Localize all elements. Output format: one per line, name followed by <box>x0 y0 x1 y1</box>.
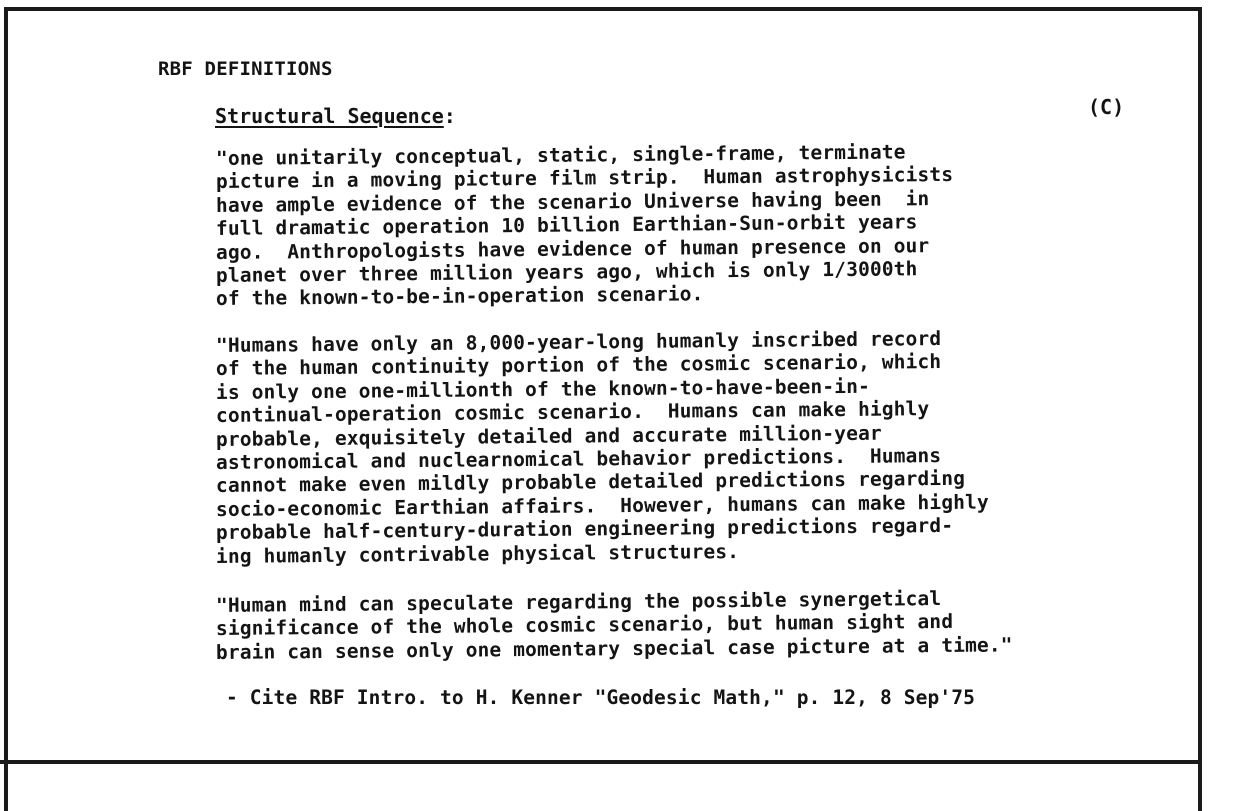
text-line: of the known-to-be-in-operation scenario. <box>215 282 704 311</box>
definition-title-colon: : <box>443 104 456 128</box>
text-line: have ample evidence of the scenario Universe having been in <box>215 186 930 217</box>
bottom-rule <box>0 760 1202 764</box>
text-line: is only one one-millionth of the known-to-have-been-in- <box>215 374 871 404</box>
definition-title <box>215 104 456 128</box>
text-line: full dramatic operation 10 billion Earthian-Sun-orbit years <box>215 210 918 241</box>
definition-paragraph-1 <box>215 140 954 311</box>
text-line: cannot make even mildly probable detailed predictions regarding <box>215 467 966 498</box>
card-header: RBF DEFINITIONS <box>158 58 333 80</box>
definition-title-text: Structural Sequence <box>215 104 444 128</box>
text-line: "Humans have only an 8,000-year-long humanly inscribed record <box>215 327 942 357</box>
definition-paragraph-2 <box>215 327 989 568</box>
text-line: "one unitarily conceptual, static, single-frame, terminate <box>215 140 906 170</box>
definition-paragraph-3 <box>215 587 1013 664</box>
text-line: astronomical and nuclearnomical behavior predictions. Humans <box>215 444 942 475</box>
text-line: planet over three million years ago, which is only 1/3000th <box>215 257 918 288</box>
text-line: significance of the whole cosmic scenario, but human sight and <box>215 610 954 641</box>
text-line: probable, exquisitely detailed and accurate million-year <box>215 421 882 451</box>
citation: - Cite RBF Intro. to H. Kenner "Geodesic Math," p. 12, 8 Sep'75 <box>226 686 976 709</box>
text-line: brain can sense only one momentary special case picture at a time." <box>215 633 1013 664</box>
text-line: probable half-century-duration engineering predictions regard- <box>215 514 954 545</box>
text-line: socio-economic Earthian affairs. However, humans can make highly <box>215 490 989 521</box>
card-code: (C) <box>1088 95 1125 119</box>
text-line: of the human continuity portion of the cosmic scenario, which <box>215 350 942 381</box>
text-line: continual-operation cosmic scenario. Humans can make highly <box>215 397 930 428</box>
text-line: ing humanly contrivable physical structures. <box>215 539 740 568</box>
text-line: ago. Anthropologists have evidence of human presence on our <box>215 233 930 264</box>
text-line: "Human mind can speculate regarding the possible synergetical <box>215 587 942 617</box>
text-line: picture in a moving picture film strip. Human astrophysicists <box>215 163 954 194</box>
